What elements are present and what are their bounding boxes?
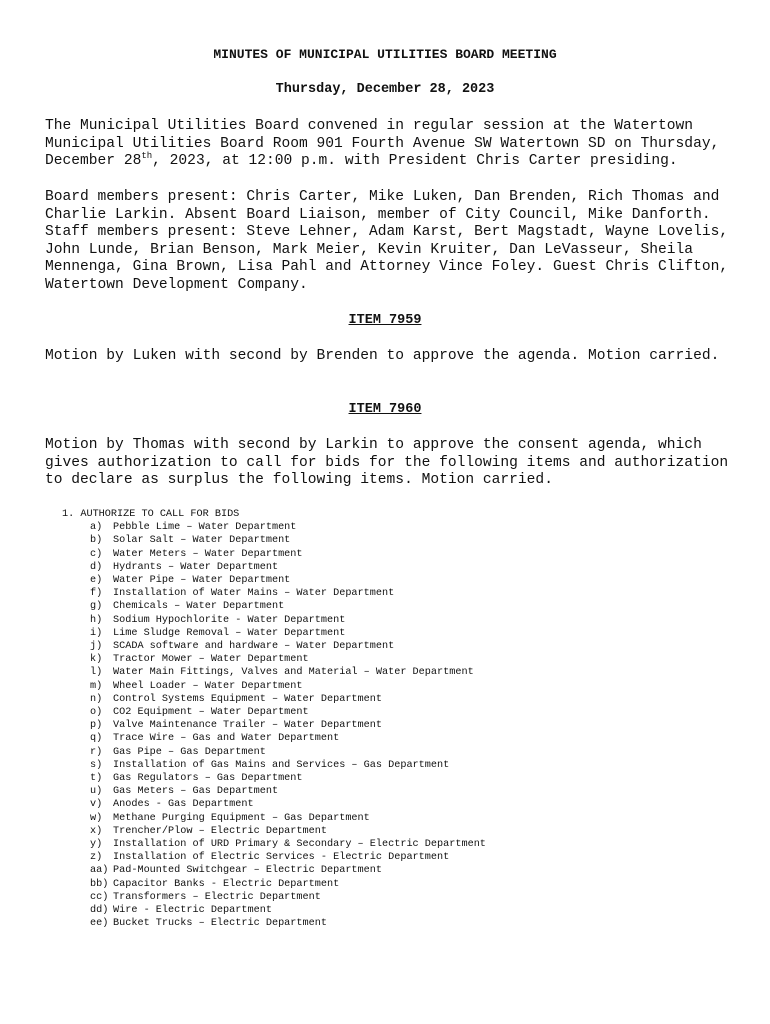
intro-text-end: , 2023, at 12:00 p.m. with President Chris Carter presiding. xyxy=(152,153,678,170)
bid-item-text: Gas Regulators – Gas Department xyxy=(113,773,303,785)
bid-item xyxy=(90,904,486,917)
attendance-paragraph: Board members present: Chris Carter, Mike Luken, Dan Brenden, Rich Thomas and Charlie Larkin. Absent Board Liaison, member of City Council, Mike Danforth. Staff members present: Steve Lehner, Adam Karst, Bert Magstadt, Wayne Lovelis, John Lunde, Brian Benson, Mark Meier, Kevin Kruiter, Dan LeVasseur, Sheila Mennenga, Gina Brown, Lisa Pahl and Attorney Vince Foley. Guest Chris Clifton, Watertown Development Company. xyxy=(45,189,729,293)
bid-item-label: j) xyxy=(90,641,103,653)
bid-item-text: Wire - Electric Department xyxy=(113,905,272,917)
item-7960-heading: ITEM 7960 xyxy=(348,402,422,417)
bid-item xyxy=(90,891,486,904)
bid-item-label: k) xyxy=(90,654,103,666)
bid-item xyxy=(90,587,486,600)
bid-item-text: Wheel Loader – Water Department xyxy=(113,680,303,692)
bid-item xyxy=(90,666,486,679)
bid-item-label: c) xyxy=(90,548,103,560)
bid-item xyxy=(90,825,486,838)
bid-item-text: CO2 Equipment – Water Department xyxy=(113,707,309,719)
bid-item-label: v) xyxy=(90,799,103,811)
bid-item-text: Gas Meters – Gas Department xyxy=(113,786,279,798)
bid-item-label: o) xyxy=(90,707,103,719)
bid-item-label: x) xyxy=(90,825,103,837)
bid-item-text: Installation of URD Primary & Secondary – Electric Department xyxy=(113,839,486,851)
bid-item-label: h) xyxy=(90,614,103,626)
bid-item xyxy=(90,521,486,534)
bid-item-text: Valve Maintenance Trailer – Water Department xyxy=(113,720,382,732)
bid-item-text: Methane Purging Equipment – Gas Department xyxy=(113,812,370,824)
intro-paragraph xyxy=(45,118,735,171)
bid-item-label: n) xyxy=(90,693,103,705)
bid-item-text: Pad-Mounted Switchgear – Electric Department xyxy=(113,865,382,877)
bid-item-label: i) xyxy=(90,627,103,639)
bid-item-text: Water Main Fittings, Valves and Material – Water Department xyxy=(113,667,474,679)
bid-item xyxy=(90,864,486,877)
bid-item xyxy=(90,838,486,851)
meeting-date: Thursday, December 28, 2023 xyxy=(275,82,495,97)
bids-list-section xyxy=(62,508,486,931)
bids-list-title: 1. AUTHORIZE TO CALL FOR BIDS xyxy=(62,509,240,520)
bid-item-text: Transformers – Electric Department xyxy=(113,891,321,903)
bid-item-label: w) xyxy=(90,812,103,824)
document-title: MINUTES OF MUNICIPAL UTILITIES BOARD MEETING xyxy=(213,47,557,62)
bid-item xyxy=(90,640,486,653)
bid-item xyxy=(90,574,486,587)
bid-item-label: t) xyxy=(90,773,103,785)
bid-item-text: Installation of Electric Services - Electric Department xyxy=(113,852,450,864)
bid-item-text: Trencher/Plow – Electric Department xyxy=(113,825,327,837)
bid-item-text: Chemicals – Water Department xyxy=(113,601,285,613)
bid-item-label: p) xyxy=(90,720,103,732)
bid-item-label: b) xyxy=(90,535,103,547)
bid-item-label: z) xyxy=(90,852,103,864)
bid-item-label: ee) xyxy=(90,918,109,930)
bid-item-label: q) xyxy=(90,733,103,745)
bid-item xyxy=(90,719,486,732)
bid-item xyxy=(90,534,486,547)
bid-item xyxy=(90,561,486,574)
bid-item xyxy=(90,732,486,745)
bids-items-list xyxy=(62,521,486,930)
bid-item-label: a) xyxy=(90,522,103,534)
intro-text: The Municipal Utilities Board convened in regular session at the Watertown Municipal Utilities Board Room 901 Fourth Avenue SW Watertown SD on Thursday, December 28 xyxy=(45,118,720,170)
bid-item xyxy=(90,548,486,561)
bid-item-text: Trace Wire – Gas and Water Department xyxy=(113,733,340,745)
bid-item-label: s) xyxy=(90,759,103,771)
bid-item xyxy=(90,785,486,798)
bid-item-text: SCADA software and hardware – Water Department xyxy=(113,641,395,653)
bid-item-text: Capacitor Banks - Electric Department xyxy=(113,878,340,890)
bid-item xyxy=(90,917,486,930)
item-7959-heading: ITEM 7959 xyxy=(348,313,422,328)
bid-item-text: Lime Sludge Removal – Water Department xyxy=(113,627,346,639)
bid-item xyxy=(90,772,486,785)
bid-item-text: Solar Salt – Water Department xyxy=(113,535,291,547)
bid-item-label: l) xyxy=(90,667,103,679)
bid-item-label: aa) xyxy=(90,865,109,877)
bid-item xyxy=(90,614,486,627)
bid-item-label: g) xyxy=(90,601,103,613)
bid-item-text: Pebble Lime – Water Department xyxy=(113,522,297,534)
bid-item-label: f) xyxy=(90,588,103,600)
bid-item xyxy=(90,653,486,666)
bid-item xyxy=(90,693,486,706)
bid-item xyxy=(90,706,486,719)
bid-item-label: u) xyxy=(90,786,103,798)
bid-item-label: bb) xyxy=(90,878,109,890)
bid-item-text: Sodium Hypochlorite - Water Department xyxy=(113,614,346,626)
bid-item xyxy=(90,759,486,772)
bid-item xyxy=(90,812,486,825)
item-7959-text: Motion by Luken with second by Brenden to approve the agenda. Motion carried. xyxy=(45,348,720,364)
bid-item-text: Installation of Water Mains – Water Department xyxy=(113,588,395,600)
bid-item xyxy=(90,878,486,891)
bid-item-label: d) xyxy=(90,561,103,573)
bid-item xyxy=(90,680,486,693)
bid-item-text: Hydrants – Water Department xyxy=(113,561,279,573)
bid-item-label: cc) xyxy=(90,891,109,903)
bid-item-text: Anodes - Gas Department xyxy=(113,799,254,811)
bid-item xyxy=(90,627,486,640)
bid-item-text: Tractor Mower – Water Department xyxy=(113,654,309,666)
bid-item-label: y) xyxy=(90,839,103,851)
bid-item-text: Installation of Gas Mains and Services – Gas Department xyxy=(113,759,450,771)
bid-item-text: Control Systems Equipment – Water Department xyxy=(113,693,382,705)
bid-item xyxy=(90,798,486,811)
bid-item-label: m) xyxy=(90,680,103,692)
bid-item xyxy=(90,746,486,759)
item-7960-text: Motion by Thomas with second by Larkin to approve the consent agenda, which gives authorization to call for bids for the following items and authorization to declare as surplus the following items. Motion carried. xyxy=(45,437,729,489)
bid-item-label: e) xyxy=(90,575,103,587)
bid-item-label: r) xyxy=(90,746,103,758)
bid-item-text: Water Meters – Water Department xyxy=(113,548,303,560)
bid-item-text: Water Pipe – Water Department xyxy=(113,575,291,587)
bid-item-label: dd) xyxy=(90,905,109,917)
bid-item-text: Bucket Trucks – Electric Department xyxy=(113,918,327,930)
bid-item xyxy=(90,600,486,613)
bid-item xyxy=(90,851,486,864)
bid-item-text: Gas Pipe – Gas Department xyxy=(113,746,266,758)
intro-ordinal-suffix: th xyxy=(141,151,153,162)
